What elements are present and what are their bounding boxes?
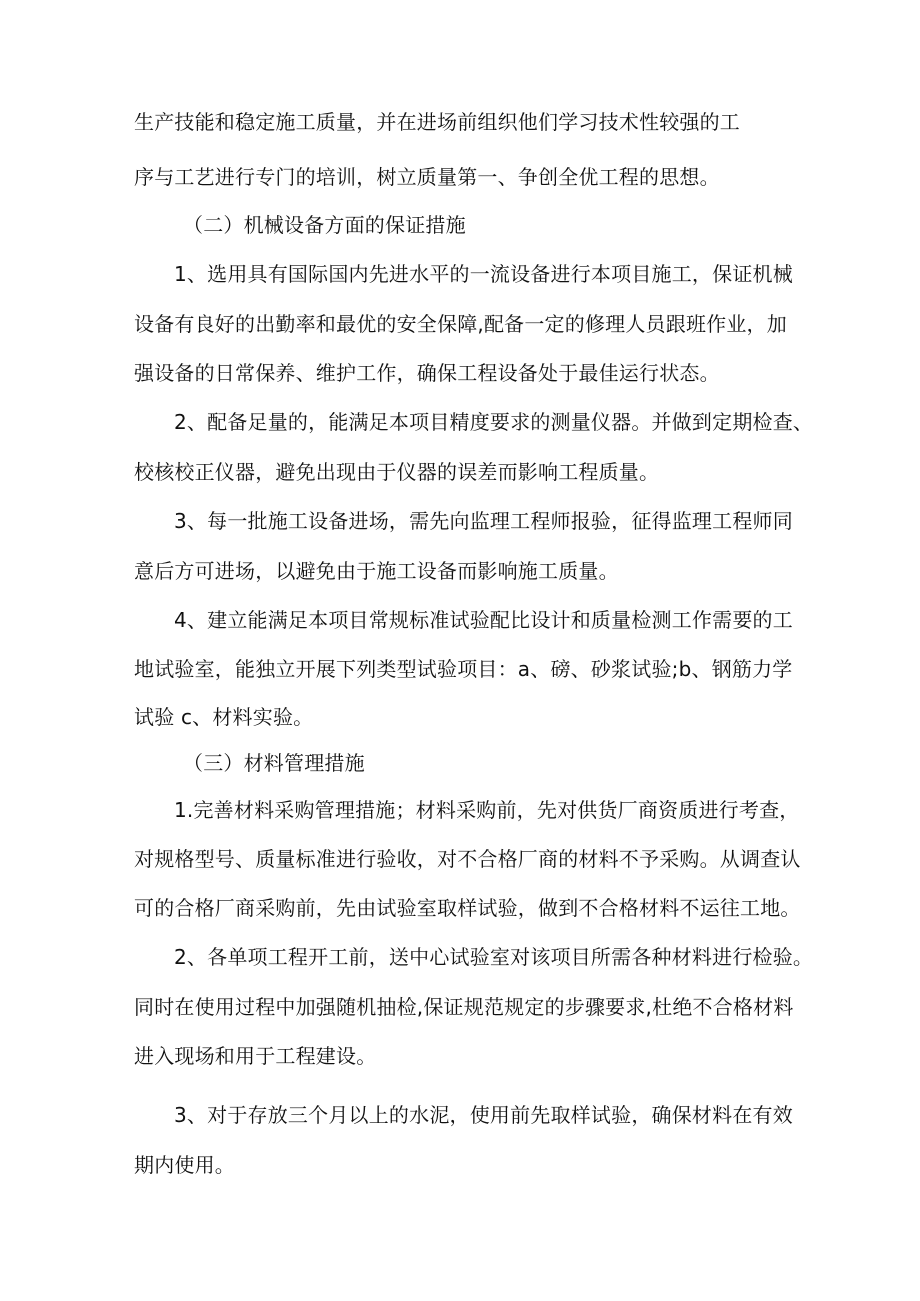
paragraph-first-line: 3、对于存放三个月以上的水泥，使用前先取样试验，确保材料在有效	[174, 1103, 793, 1127]
body-text-line: 期内使用。	[134, 1153, 235, 1177]
body-text-line: 设备有良好的出勤率和最优的安全保障,配备一定的修理人员跟班作业，加	[134, 312, 787, 336]
body-text-line: 同时在使用过程中加强随机抽检,保证规范规定的步骤要求,杜绝不合格材料	[134, 995, 794, 1019]
paragraph-first-line: 4、建立能满足本项目常规标准试验配比设计和质量检测工作需要的工	[174, 608, 793, 632]
body-text-line: 对规格型号、质量标准进行验收，对不合格厂商的材料不予采购。从调查认	[134, 847, 801, 871]
body-text-line: 试验 c、材料实验。	[134, 705, 314, 729]
paragraph-first-line: 2、各单项工程开工前，送中心试验室对该项目所需各种材料进行检验。	[174, 945, 814, 969]
body-text-line: 意后方可进场，以避免由于施工设备而影响施工质量。	[134, 559, 619, 583]
paragraph-first-line: 1.完善材料采购管理措施；材料采购前，先对供货厂商资质进行考查，	[174, 798, 800, 822]
body-text-line: 强设备的日常保养、维护工作，确保工程设备处于最佳运行状态。	[134, 361, 720, 385]
body-text-line: 序与工艺进行专门的培训，树立质量第一、争创全优工程的思想。	[134, 165, 720, 189]
body-text-line: 生产技能和稳定施工质量，并在进场前组织他们学习技术性较强的工	[134, 110, 740, 134]
paragraph-first-line: 3、每一批施工设备进场，需先向监理工程师报验，征得监理工程师同	[174, 509, 793, 533]
body-text-line: 进入现场和用于工程建设。	[134, 1044, 377, 1068]
paragraph-first-line: 2、配备足量的，能满足本项目精度要求的测量仪器。并做到定期检查、	[174, 410, 814, 434]
body-text-line: 可的合格厂商采购前，先由试验室取样试验，做到不合格材料不运往工地。	[134, 896, 801, 920]
body-text-line: 校核校正仪器，避免出现由于仪器的误差而影响工程质量。	[134, 460, 660, 484]
paragraph-first-line: 1、选用具有国际国内先进水平的一流设备进行本项目施工，保证机械	[174, 262, 793, 286]
section-heading: （二）机械设备方面的保证措施	[183, 213, 466, 237]
body-text-line: 地试验室，能独立开展下列类型试验项目：a、磅、砂浆试验;b、钢筋力学	[134, 657, 793, 681]
section-heading: （三）材料管理措施	[183, 751, 365, 775]
